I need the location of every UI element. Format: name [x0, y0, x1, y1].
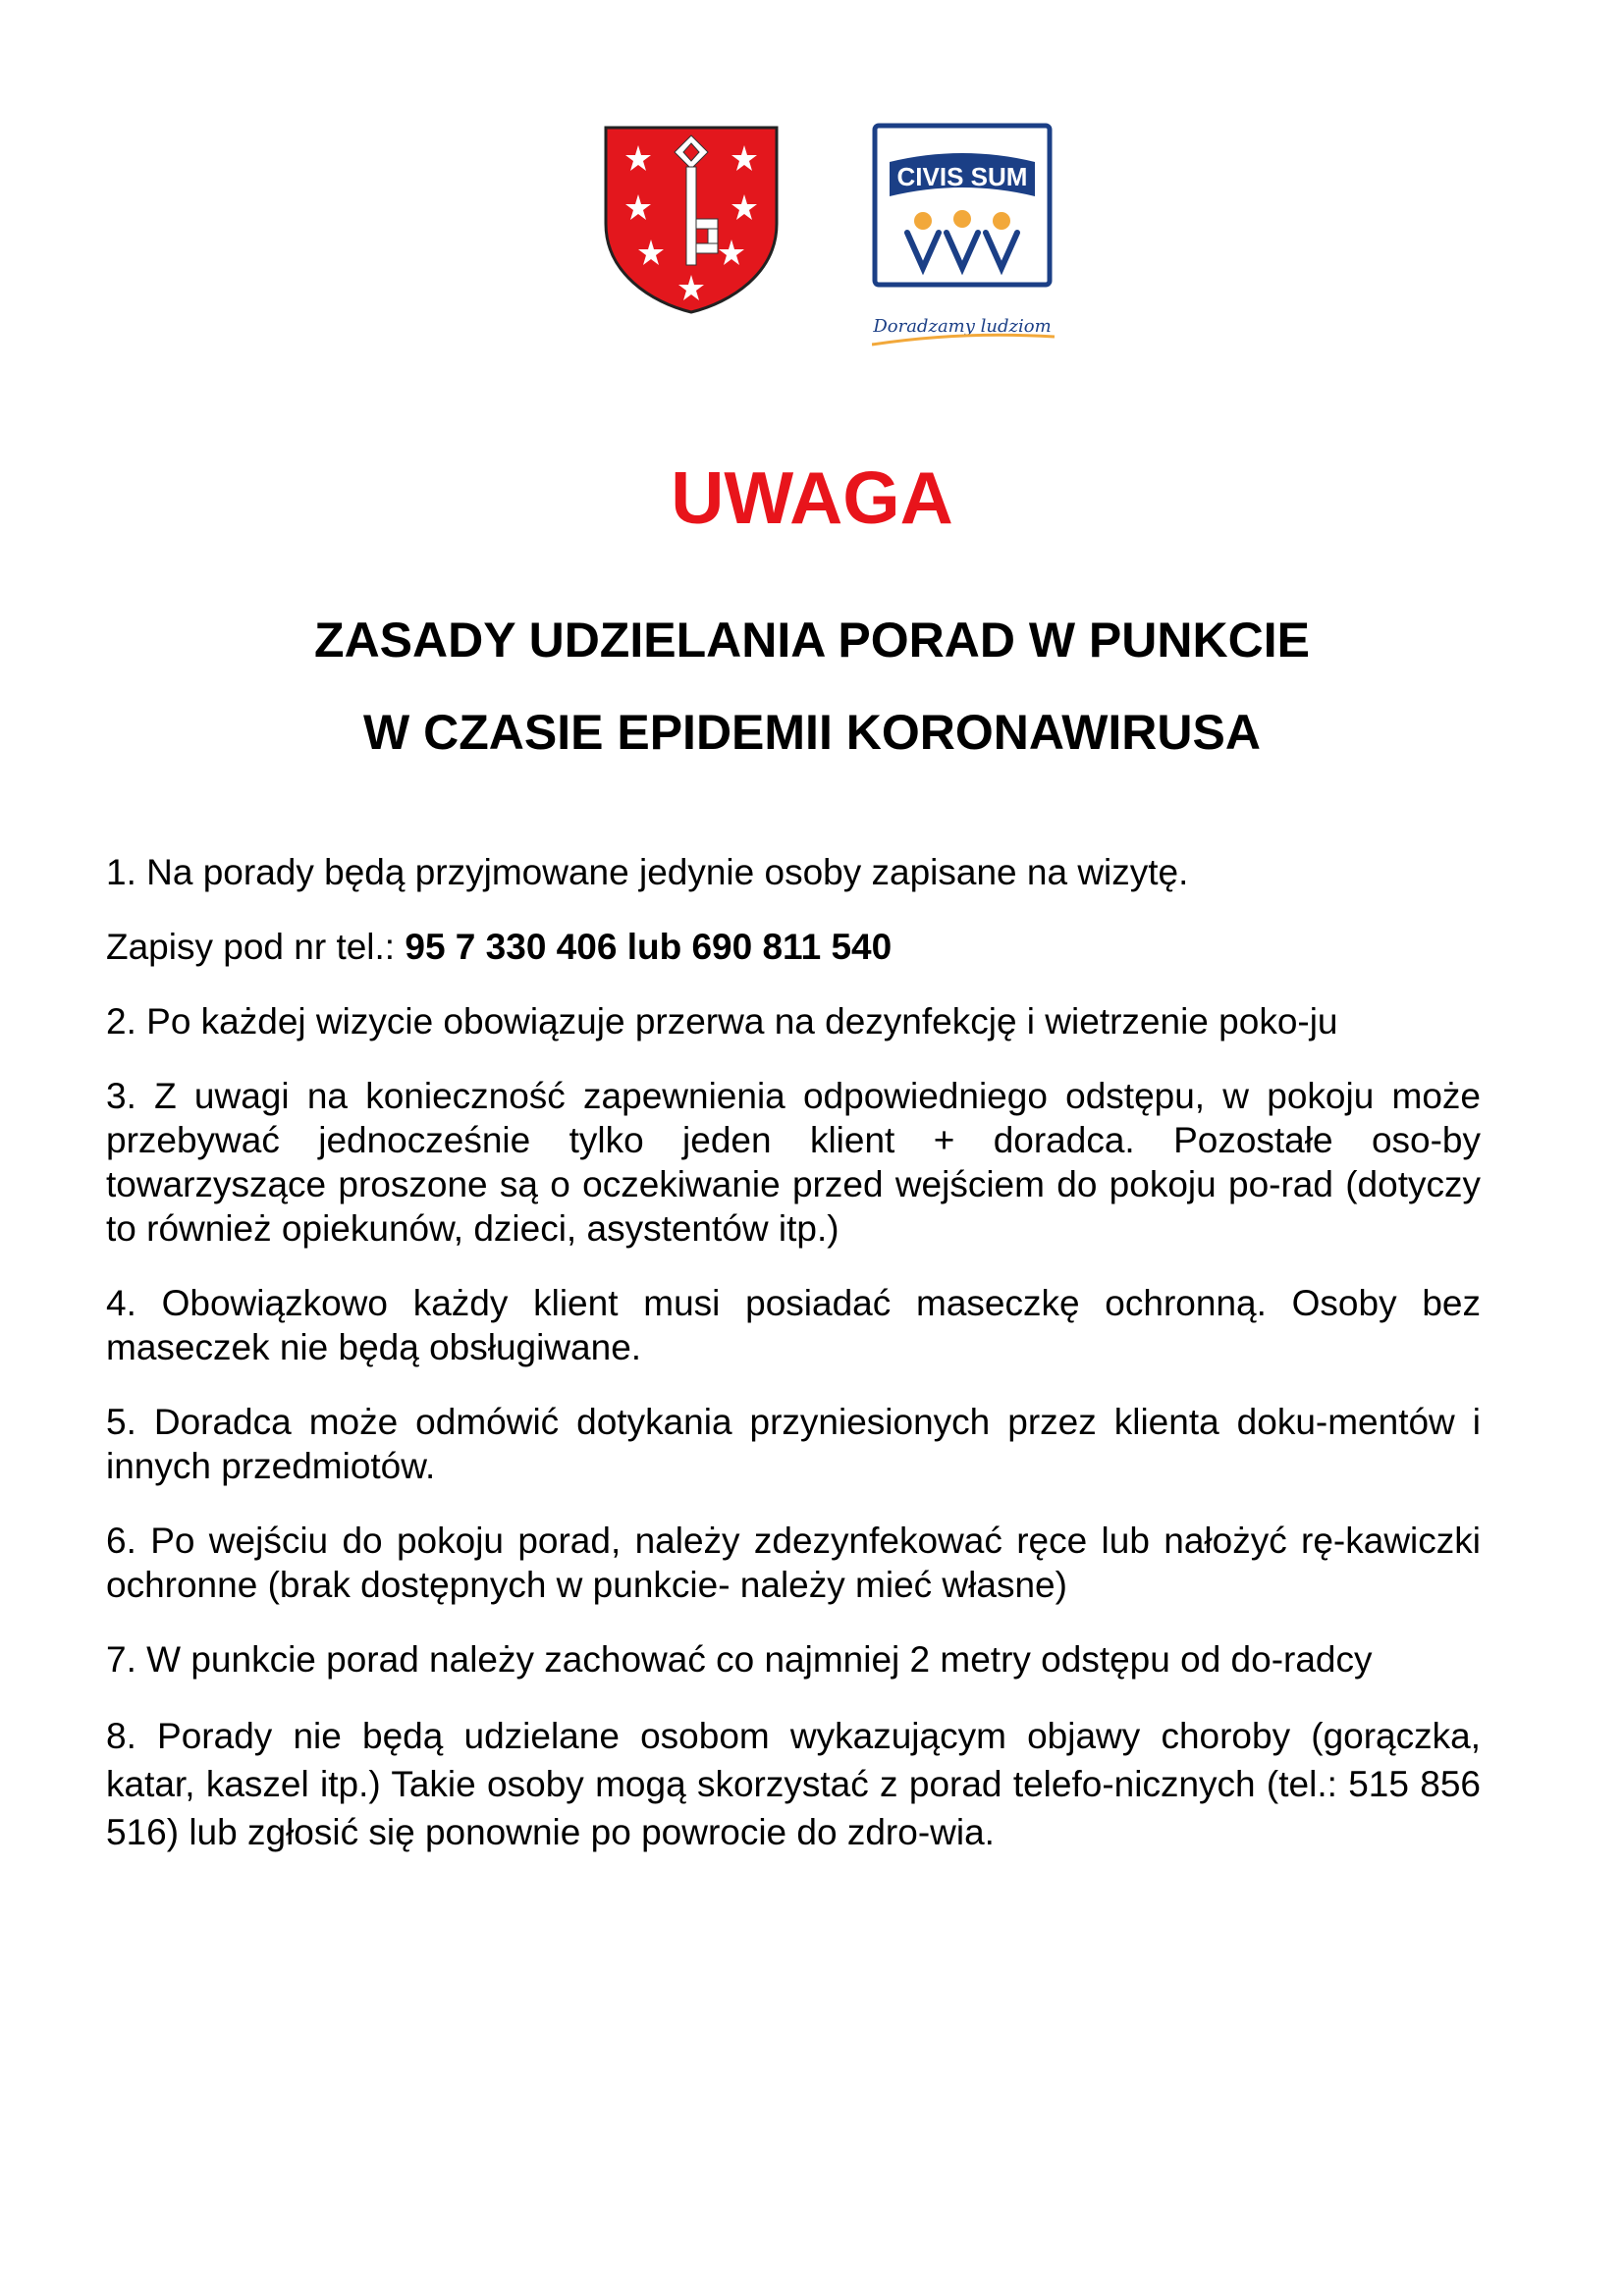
civis-sum-text: CIVIS SUM: [896, 162, 1028, 191]
subtitle-line-2: W CZASIE EPIDEMII KORONAWIRUSA: [363, 705, 1261, 760]
rule-5: 5. Doradca może odmówić dotykania przyniesionych przez klienta doku-mentów i innych przedmiotów.: [106, 1402, 1481, 1486]
rule-7: 7. W punkcie porad należy zachować co najmniej 2 metry odstępu od do-radcy: [106, 1639, 1373, 1680]
subtitle-line-1: ZASADY UDZIELANIA PORAD W PUNKCIE: [314, 613, 1310, 667]
logos-header: [599, 123, 1070, 358]
rule-6: 6. Po wejściu do pokoju porad, należy zdezynfekować ręce lub nałożyć rę-kawiczki ochronne (brak dostępnych w punkcie- należy mieć własne): [106, 1521, 1481, 1605]
phone-prefix: Zapisy pod nr tel.:: [106, 927, 406, 967]
rule-3: 3. Z uwagi na konieczność zapewnienia odpowiedniego odstępu, w pokoju może przebywać jednocześnie tylko jeden klient + doradca. Pozostałe oso-by towarzyszące proszone są o oczekiwanie przed wejściem do pokoju po-rad (dotyczy to również opiekunów, dzieci, asystentów itp.): [106, 1076, 1481, 1249]
rules-list: [106, 850, 1481, 1887]
civis-sum-logo: [872, 123, 1058, 358]
phone-numbers: 95 7 330 406 lub 690 811 540: [405, 927, 893, 967]
rule-2: 2. Po każdej wizycie obowiązuje przerwa na dezynfekcję i wietrzenie poko-ju: [106, 1001, 1338, 1041]
coat-of-arms-logo: [604, 126, 779, 314]
rule-1: 1. Na porady będą przyjmowane jedynie osoby zapisane na wizytę.: [106, 852, 1189, 892]
rule-4: 4. Obowiązkowo każdy klient musi posiadać maseczkę ochronną. Osoby bez maseczek nie będą obsługiwane.: [106, 1283, 1481, 1367]
page-title: UWAGA: [671, 456, 953, 539]
phone-line: [106, 925, 1481, 969]
civis-tagline: Doradzamy ludziom: [873, 316, 1052, 337]
rule-8: 8. Porady nie będą udzielane osobom wykazującym objawy choroby (gorączka, katar, kaszel itp.) Takie osoby mogą skorzystać z porad telefo-nicznych (tel.: 515 856 516) lub zgłosić się ponownie po powrocie do zdro-wia.: [106, 1716, 1481, 1852]
